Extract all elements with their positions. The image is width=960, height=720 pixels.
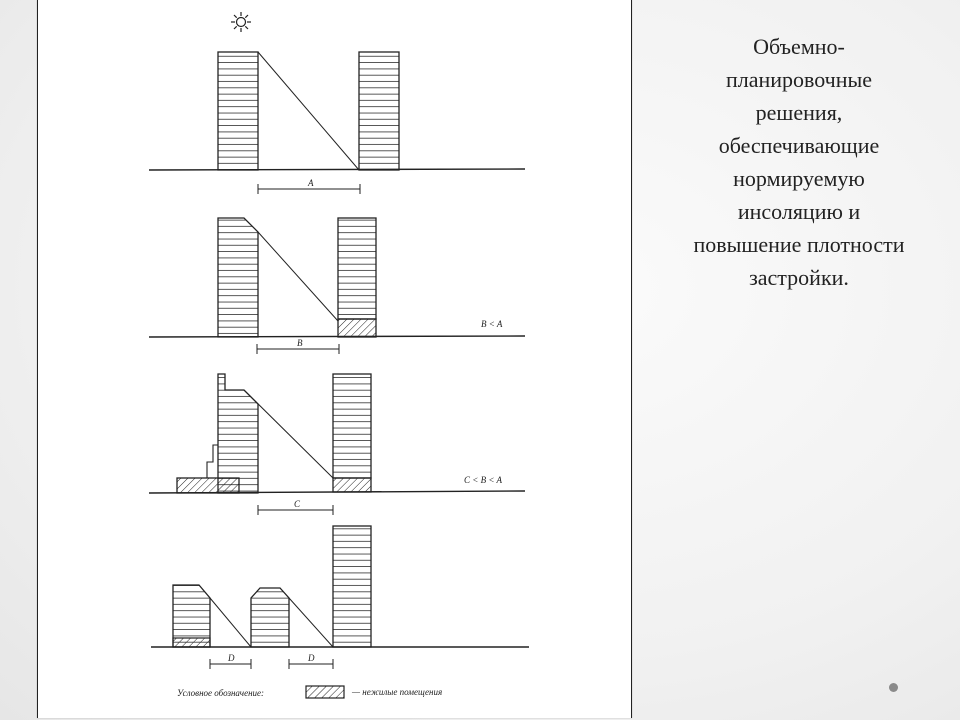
panel-4 — [151, 526, 529, 669]
non-residential-podium — [177, 478, 239, 493]
shadow-line — [258, 232, 338, 321]
shadow-line-1 — [210, 598, 251, 647]
distance-label-d-2: D — [308, 653, 315, 663]
legend-hatch-swatch — [306, 686, 344, 698]
non-residential-floor — [333, 478, 371, 492]
low-building-2 — [251, 588, 289, 647]
ground-line — [149, 336, 525, 337]
caption-line: планировочные — [725, 67, 873, 92]
terraced-building-left — [218, 374, 258, 493]
stepped-building-left — [218, 218, 258, 337]
building-right — [338, 218, 376, 319]
slide-dot — [889, 683, 898, 692]
building-right — [333, 374, 371, 478]
distance-label-a: A — [308, 178, 314, 188]
legend-title: Условное обозначение: — [177, 688, 265, 698]
tall-building-left — [218, 52, 258, 170]
legend-text: — нежилые помещения — [352, 687, 443, 697]
distance-label-d-1: D — [228, 653, 235, 663]
diagram-document — [37, 0, 632, 718]
legend — [177, 686, 442, 698]
relation-b-a: B < A — [481, 319, 503, 329]
caption-line: нормируемую — [733, 166, 865, 191]
tall-building-right — [359, 52, 399, 170]
caption-line: инсоляцию и — [737, 199, 861, 224]
caption-line: Объемно- — [753, 34, 845, 59]
distance-label-c: C — [294, 499, 301, 509]
tall-building-right — [333, 526, 371, 647]
distance-label-b: B — [297, 338, 303, 348]
caption-line: решения, — [755, 100, 843, 125]
caption-line: повышение плотности — [693, 232, 905, 257]
sun-icon — [231, 12, 251, 32]
panel-1 — [149, 52, 525, 194]
shadow-line-2 — [289, 598, 333, 647]
terrace-steps — [207, 445, 218, 478]
shadow-line — [258, 52, 359, 170]
insolation-diagram — [38, 0, 631, 718]
caption-line: застройки. — [749, 265, 849, 290]
caption-line: обеспечивающие — [718, 133, 880, 158]
relation-c-b-a: C < B < A — [464, 475, 502, 485]
ground-line — [149, 169, 525, 170]
panel-3 — [149, 374, 525, 515]
slide-caption — [640, 30, 958, 294]
panel-2 — [149, 218, 525, 354]
non-residential-floor — [338, 319, 376, 337]
non-residential-floor — [173, 638, 210, 647]
